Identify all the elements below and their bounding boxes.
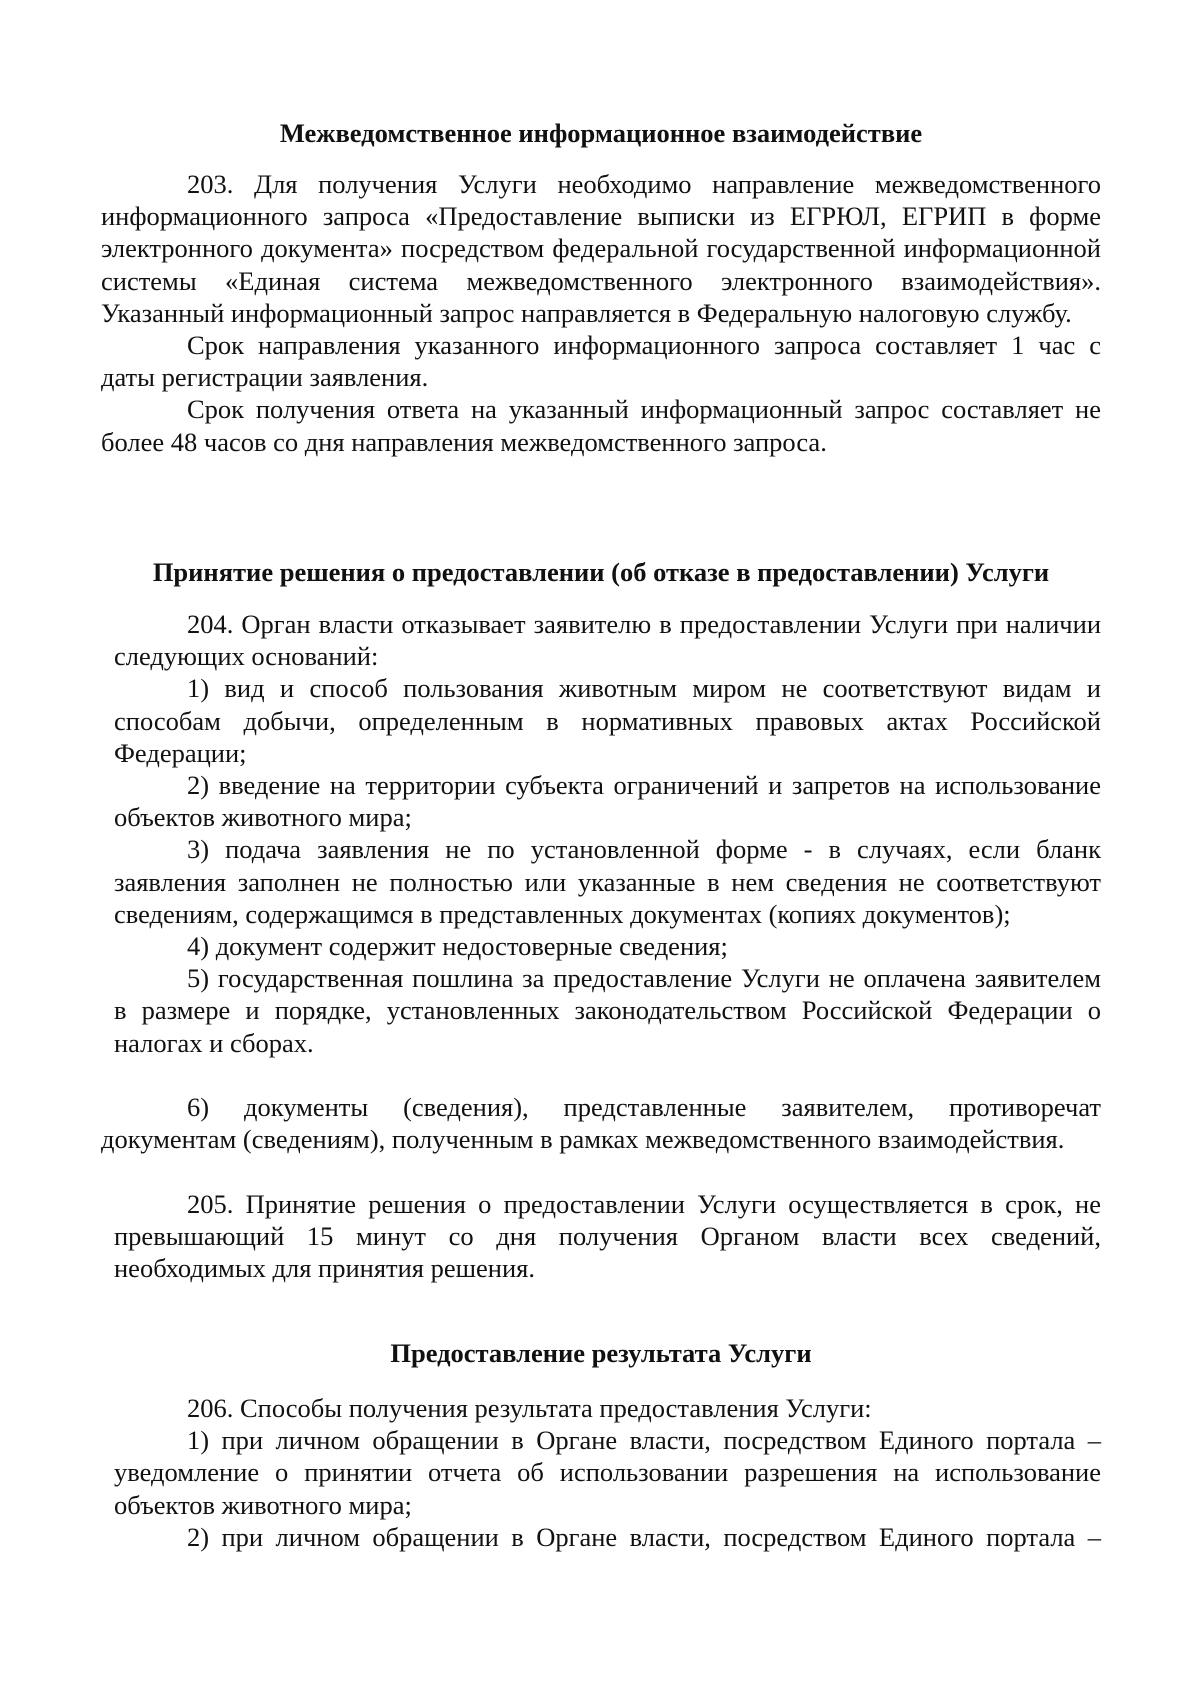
refusal-ground-6: 6) документы (сведения), представленные заявителем, противоречат документам (сведениям), полученным в рамках межведомственного взаимодействия. [101, 1092, 1101, 1155]
refusal-ground-5: 5) государственная пошлина за предоставление Услуги не оплачена заявителем в размере и порядке, установленных законодательством Российской Федерации о налогах и сборах. [114, 963, 1101, 1058]
section-body-decision [114, 608, 1101, 1059]
section-body-decision-term [114, 1188, 1101, 1285]
refusal-ground-4: 4) документ содержит недостоверные сведения; [187, 931, 728, 962]
paragraph-response-deadline: Срок получения ответа на указанный информационный запрос составляет не более 48 часов со дня направления межведомственного запроса. [101, 394, 1101, 457]
section-body-decision-cont [101, 1091, 1101, 1155]
paragraph-205: 205. Принятие решения о предоставлении Услуги осуществляется в срок, не превышающий 15 минут со дня получения Органом власти всех сведений, необходимых для принятия решения. [114, 1189, 1101, 1284]
paragraph-request-deadline: Срок направления указанного информационного запроса составляет 1 час с даты регистрации заявления. [101, 330, 1101, 393]
section-heading-interagency: Межведомственное информационное взаимодействие [279, 118, 923, 148]
section-heading-decision: Принятие решения о предоставлении (об отказе в предоставлении) Услуги [152, 557, 1050, 587]
paragraph-204: 204. Орган власти отказывает заявителю в предоставлении Услуги при наличии следующих оснований: [114, 609, 1101, 672]
section-body-interagency [101, 168, 1101, 458]
refusal-ground-3: 3) подача заявления не по установленной форме - в случаях, если бланк заявления заполнен не полностью или указанные в нем сведения не соответствуют сведениям, содержащимся в представленных документах (копиях документов); [114, 834, 1101, 929]
paragraph-206: 206. Способы получения результата предоставления Услуги: [187, 1393, 872, 1423]
section-body-result [114, 1392, 1101, 1553]
refusal-ground-1: 1) вид и способ пользования животным миром не соответствуют видам и способам добычи, определенным в нормативных правовых актах Российской Федерации; [114, 673, 1101, 768]
result-method-2: 2) при личном обращении в Органе власти, посредством Единого портала – [187, 1521, 1101, 1552]
result-method-1: 1) при личном обращении в Органе власти, посредством Единого портала – уведомление о принятии отчета об использовании разрешения на использование объектов животного мира; [114, 1425, 1101, 1520]
refusal-ground-2: 2) введение на территории субъекта ограничений и запретов на использование объектов животного мира; [114, 770, 1101, 833]
paragraph-203: 203. Для получения Услуги необходимо направление межведомственного информационного запроса «Предоставление выписки из ЕГРЮЛ, ЕГРИП в форме электронного документа» посредством федеральной государственной информационной системы «Единая система межведомственного электронного взаимодействия». Указанный информационный запрос направляется в Федеральную налоговую службу. [101, 169, 1101, 328]
section-heading-result: Предоставление результата Услуги [390, 1338, 812, 1368]
